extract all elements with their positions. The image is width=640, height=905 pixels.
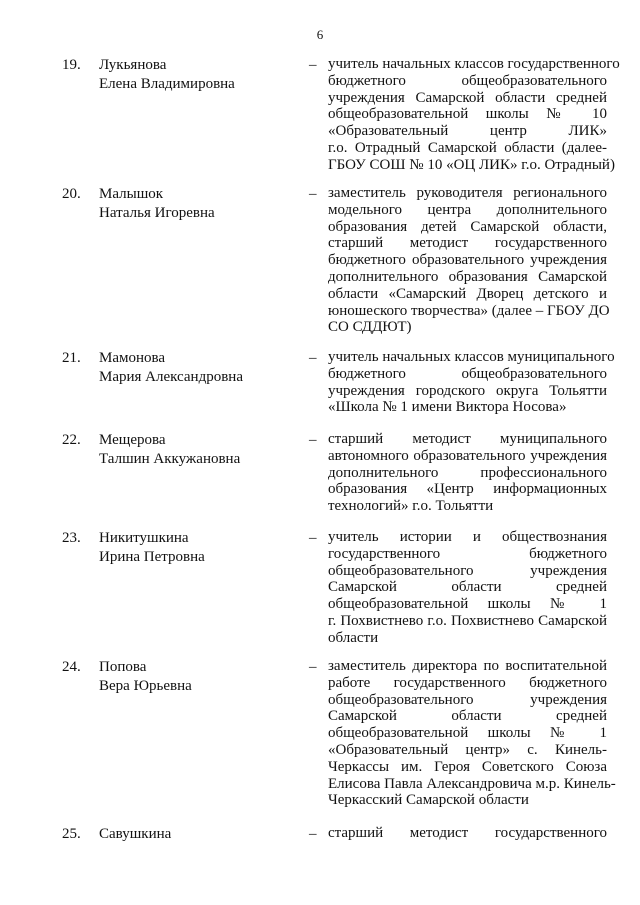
desc-line: старший методист муниципального	[328, 431, 607, 447]
desc-line: учитель начальных классов государственного	[328, 56, 620, 72]
position-description	[328, 185, 610, 336]
dash: –	[309, 186, 317, 202]
desc-line: общеобразовательной школы № 1	[328, 725, 607, 742]
entry-number: 22.	[62, 432, 81, 448]
desc-line: заместитель руководителя регионального	[328, 185, 607, 201]
given-names: Наталья Игоревна	[99, 205, 215, 221]
desc-line: «Школа № 1 имени Виктора Носова»	[328, 399, 567, 416]
surname: Савушкина	[99, 826, 172, 842]
desc-line: учреждения Самарской области средней	[328, 89, 607, 106]
desc-line: автономного образовательного учреждения	[328, 447, 607, 464]
entry-number: 20.	[62, 186, 81, 202]
dash: –	[309, 530, 317, 546]
desc-line: области	[328, 629, 379, 646]
position-description	[328, 529, 607, 647]
desc-line: учитель истории и обществознания	[328, 529, 607, 545]
desc-line: работе государственного бюджетного	[328, 674, 607, 691]
person-name	[99, 56, 279, 94]
desc-line: бюджетного общеобразовательного	[328, 72, 607, 89]
desc-line: г. Похвистнево г.о. Похвистнево Самарской	[328, 612, 607, 629]
person-name	[99, 658, 279, 696]
desc-line: образования детей Самарской области,	[328, 218, 607, 235]
page-number: 6	[316, 27, 324, 42]
desc-line: бюджетного общеобразовательного	[328, 365, 607, 382]
desc-line: учреждения городского округа Тольятти	[328, 382, 607, 399]
person-name	[99, 529, 279, 567]
person-name	[99, 825, 279, 844]
desc-line: учитель начальных классов муниципального	[328, 349, 615, 365]
surname: Никитушкина	[99, 530, 189, 546]
desc-line: Самарской области средней	[328, 708, 607, 725]
desc-line: модельного центра дополнительного	[328, 201, 607, 218]
given-names: Вера Юрьевна	[99, 678, 192, 694]
desc-line: Черкасский Самарской области	[328, 792, 529, 809]
surname: Мамонова	[99, 350, 166, 366]
desc-line: общеобразовательной школы № 1	[328, 596, 607, 613]
given-names: Мария Александровна	[99, 369, 243, 385]
person-name	[99, 431, 279, 469]
desc-line: общеобразовательного учреждения	[328, 691, 607, 708]
surname: Малышок	[99, 186, 164, 202]
given-names: Ирина Петровна	[99, 549, 205, 565]
desc-line: Елисова Павла Александровича м.р. Кинель-	[328, 775, 616, 792]
desc-line: общеобразовательного учреждения	[328, 562, 607, 579]
desc-line: государственного бюджетного	[328, 545, 607, 562]
entry-number: 24.	[62, 659, 81, 675]
desc-line: дополнительного образования Самарской	[328, 268, 607, 285]
desc-line: старший методист государственного	[328, 235, 607, 252]
desc-line: общеобразовательной школы № 10	[328, 106, 607, 123]
dash: –	[309, 432, 317, 448]
surname: Лукьянова	[99, 57, 167, 73]
desc-line: СО СДДЮТ)	[328, 319, 412, 336]
position-description	[328, 349, 615, 416]
desc-line: Черкассы им. Героя Советского Союза	[328, 758, 607, 775]
desc-line: бюджетного образовательного учреждения	[328, 252, 607, 269]
entry-number: 19.	[62, 57, 81, 73]
person-name	[99, 349, 279, 387]
desc-line: г.о. Отрадный Самарской области (далее-	[328, 139, 607, 156]
position-description	[328, 658, 616, 809]
desc-line: области «Самарский Дворец детского и	[328, 285, 607, 302]
desc-line: «Образовательный центр ЛИК»	[328, 123, 607, 140]
position-description	[328, 56, 620, 174]
surname: Попова	[99, 659, 147, 675]
desc-line: «Образовательный центр» с. Кинель-	[328, 741, 607, 758]
desc-line: заместитель директора по воспитательной	[328, 658, 607, 674]
desc-line: старший методист государственного	[328, 825, 607, 841]
desc-line: технологий» г.о. Тольятти	[328, 498, 494, 515]
desc-line: ГБОУ СОШ № 10 «ОЦ ЛИК» г.о. Отрадный)	[328, 156, 615, 173]
entry-number: 25.	[62, 826, 81, 842]
desc-line: дополнительного профессионального	[328, 464, 607, 481]
surname: Мещерова	[99, 432, 166, 448]
entry-number: 21.	[62, 350, 81, 366]
position-description	[328, 825, 607, 842]
dash: –	[309, 350, 317, 366]
given-names: Талшин Аккужановна	[99, 451, 241, 467]
desc-line: юношеского творчества» (далее – ГБОУ ДО	[328, 302, 610, 319]
position-description	[328, 431, 607, 515]
dash: –	[309, 659, 317, 675]
desc-line: Самарской области средней	[328, 579, 607, 596]
desc-line: образования «Центр информационных	[328, 481, 607, 498]
dash: –	[309, 57, 317, 73]
person-name	[99, 185, 279, 223]
dash: –	[309, 826, 317, 842]
given-names: Елена Владимировна	[99, 76, 235, 92]
entry-number: 23.	[62, 530, 81, 546]
